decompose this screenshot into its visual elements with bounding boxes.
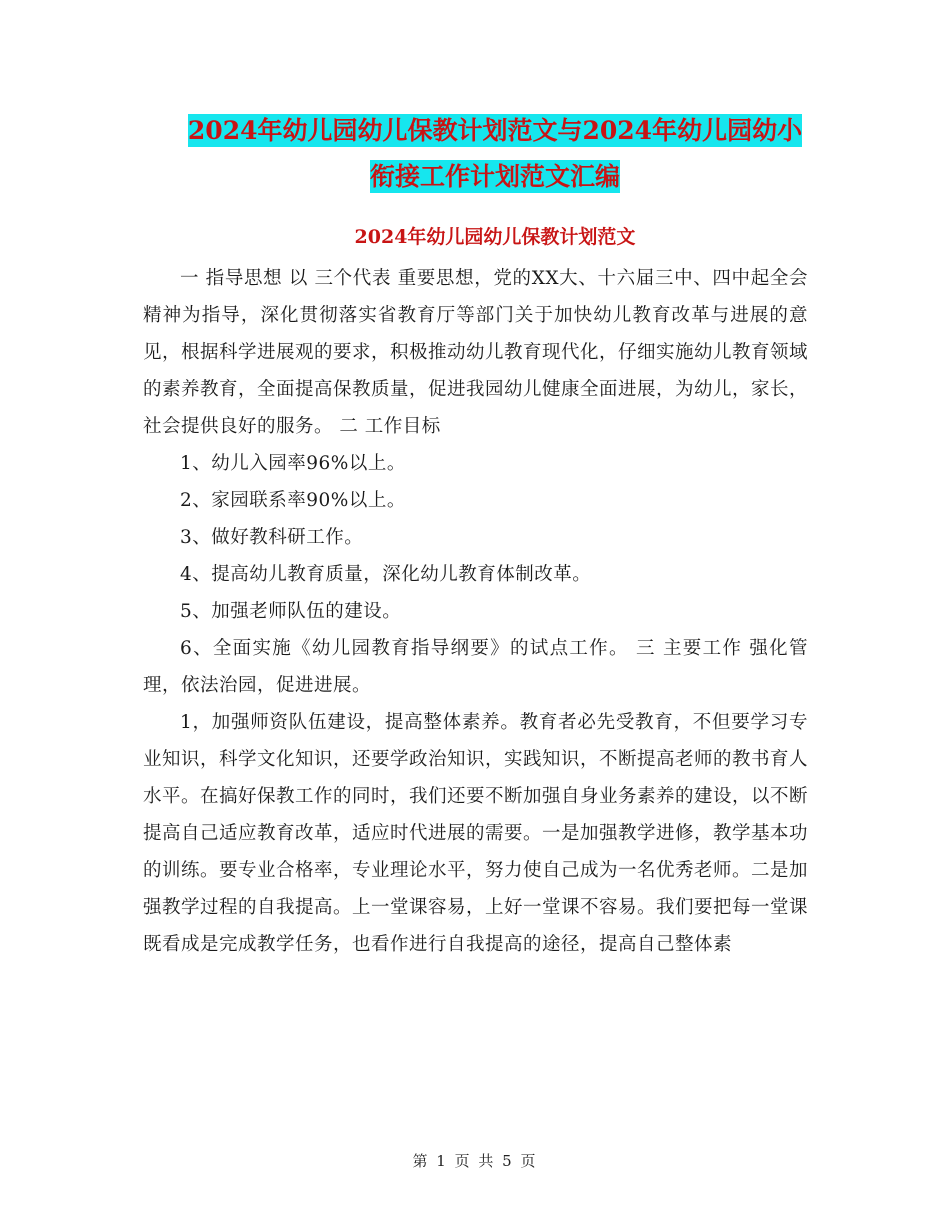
section-title: 2024年幼儿园幼儿保教计划范文 [354, 226, 636, 248]
page-footer: 第 1 页 共 5 页 [412, 1152, 538, 1170]
paragraph-goal-1: 1、幼儿入园率96%以上。 [180, 453, 406, 474]
paragraph-goal-5: 5、加强老师队伍的建设。 [180, 601, 402, 622]
document-body [143, 260, 808, 963]
title-line-1: 2024年幼儿园幼儿保教计划范文与2024年幼儿园幼小 [187, 116, 803, 145]
paragraph-guiding-ideology: 一 指导思想 以 三个代表 重要思想，党的XX大、十六届三中、四中起全会精神为指导，深化贯彻落实省教育厅等部门关于加快幼儿教育改革与进展的意见，根据科学进展观的要求，积极推动幼儿教育现代化，仔细实施幼儿教育领域的素养教育，全面提高保教质量，促进我园幼儿健康全面进展，为幼儿，家长，社会提供良好的服务。 二 工作目标 [143, 268, 809, 437]
title-line-2: 衔接工作计划范文汇编 [369, 162, 620, 191]
paragraph-goal-4: 4、提高幼儿教育质量，深化幼儿教育体制改革。 [180, 564, 592, 585]
paragraph-goal-6: 6、全面实施《幼儿园教育指导纲要》的试点工作。 三 主要工作 强化管理，依法治园，促进进展。 [143, 638, 808, 696]
paragraph-goal-3: 3、做好教科研工作。 [180, 527, 364, 548]
paragraph-teacher-team: 1，加强师资队伍建设，提高整体素养。教育者必先受教育，不但要学习专业知识，科学文化知识，还要学政治知识，实践知识，不断提高老师的教书育人水平。在搞好保教工作的同时，我们还要不断加强自身业务素养的建设，以不断提高自己适应教育改革，适应时代进展的需要。一是加强教学进修，教学基本功的训练。要专业合格率，专业理论水平，努力使自己成为一名优秀老师。二是加强教学过程的自我提高。上一堂课容易，上好一堂课不容易。我们要把每一堂课既看成是完成教学任务，也看作进行自我提高的途径，提高自己整体素 [143, 712, 809, 955]
paragraph-goal-2: 2、家园联系率90%以上。 [180, 490, 406, 511]
document-title [140, 108, 850, 200]
